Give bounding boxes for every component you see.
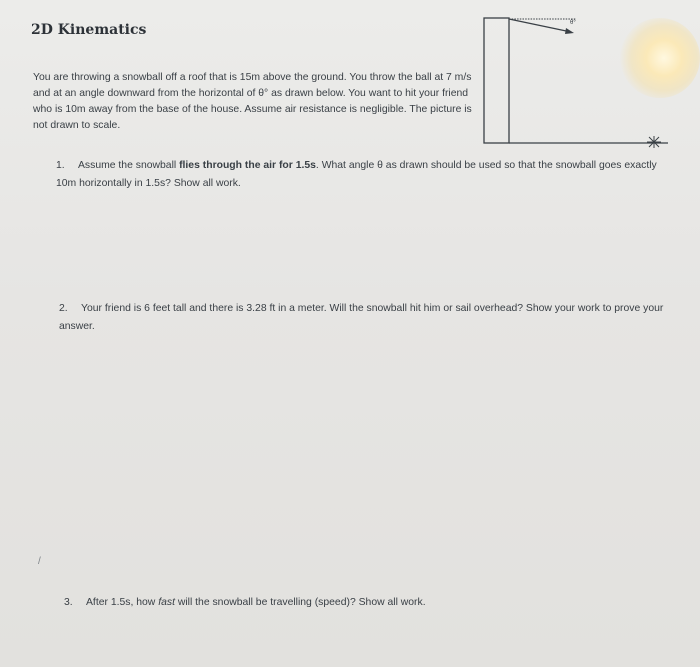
- house-outline: [484, 18, 509, 143]
- house-diagram: [478, 10, 678, 150]
- friend-star-icon: [647, 136, 661, 148]
- arrow-head: [565, 28, 574, 34]
- question-1-text-bold: flies through the air for 1.5s: [179, 160, 316, 171]
- question-1-text-end: . What angle θ as drawn should be used so that the snowball goes exactly 10m horizontally in 1.5s? Show all work.: [56, 160, 657, 189]
- question-1-number: 1.: [56, 160, 65, 171]
- question-2-number: 2.: [59, 303, 68, 314]
- problem-intro: You are throwing a snowball off a roof that is 15m above the ground. You throw the ball at 7 m/s and at an angle downward from the horizontal of θ° as drawn below. You want to hit your friend who is 10m away from the base of the house. Assume air resistance is negligible. The picture is not drawn to scale.: [33, 72, 472, 131]
- question-1-text-start: Assume the snowball: [78, 160, 180, 171]
- worksheet-title: 2D Kinematics: [31, 22, 147, 38]
- question-3-number: 3.: [64, 597, 73, 608]
- question-3: [64, 594, 664, 612]
- question-3-text-end: will the snowball be travelling (speed)? Show all work.: [174, 597, 426, 608]
- question-3-text-start: After 1.5s, how: [86, 597, 159, 608]
- question-3-text-italic: fast: [158, 597, 175, 608]
- stray-pen-mark: /: [38, 556, 41, 567]
- angle-label: θ°: [570, 20, 576, 26]
- question-2: [59, 300, 669, 336]
- question-2-text: Your friend is 6 feet tall and there is 3.28 ft in a meter. Will the snowball hit him or sail overhead? Show your work to prove your answer.: [59, 303, 664, 332]
- throw-path-arrow: [509, 19, 571, 32]
- question-1: [56, 157, 676, 193]
